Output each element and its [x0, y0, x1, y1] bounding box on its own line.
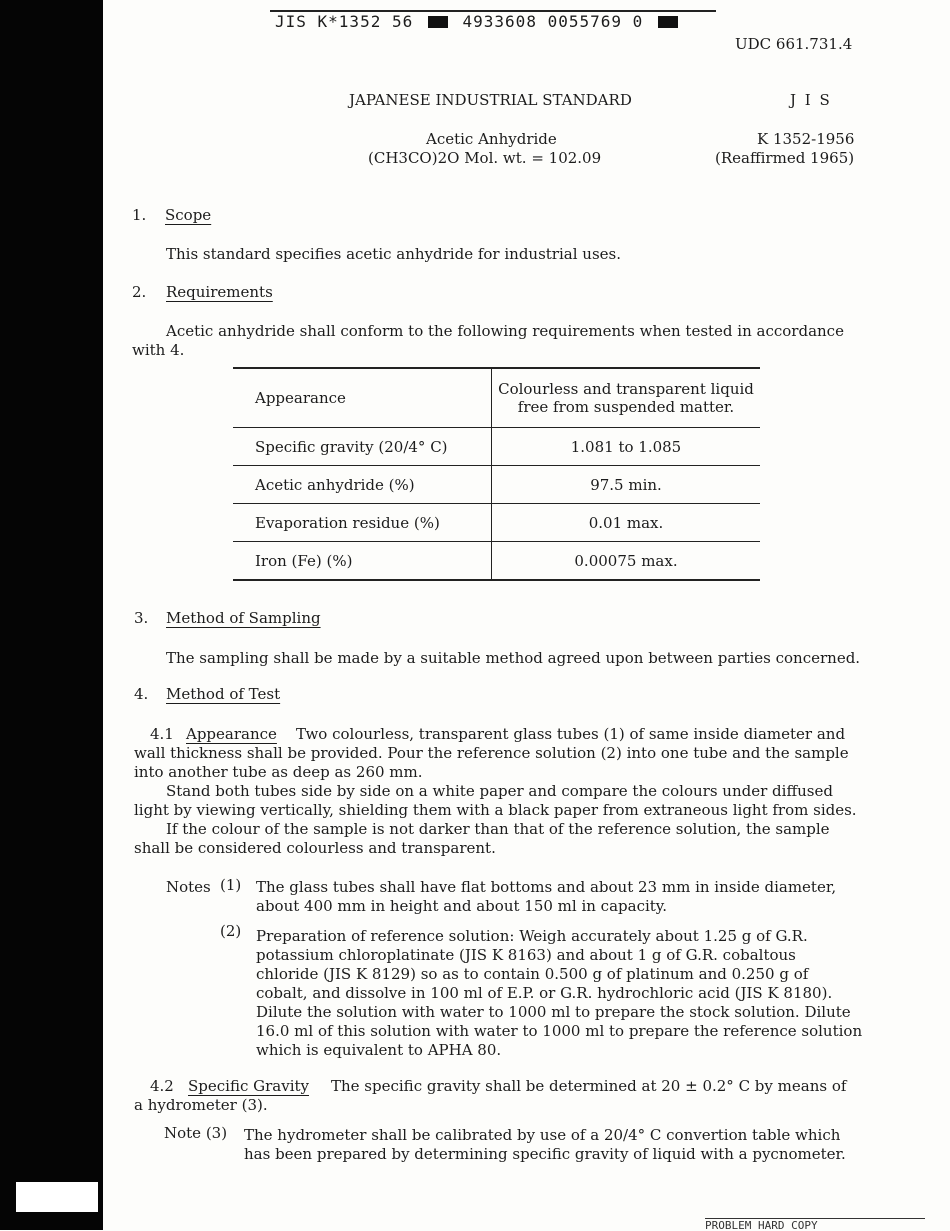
requirements-table	[233, 367, 760, 581]
document-code-line	[275, 12, 682, 31]
subject-name: Acetic Anhydride	[426, 130, 557, 148]
note-text-line: cobalt, and dissolve in 100 ml of E.P. or G.R. hydrochloric acid (JIS K 8180).	[256, 984, 833, 1002]
section-number: 1.	[132, 206, 147, 224]
note-label: Note (3)	[164, 1124, 228, 1142]
requirement-item: Acetic anhydride (%)	[233, 466, 492, 504]
note-text-line: potassium chloroplatinate (JIS K 8163) and about 1 g of G.R. cobaltous	[256, 946, 796, 964]
section-title-scope: Scope	[165, 206, 212, 224]
note-text-line: The hydrometer shall be calibrated by use of a 20/4° C convertion table which	[244, 1126, 841, 1144]
section-title-method-of-test: Method of Test	[166, 685, 281, 703]
appearance-text-line: into another tube as deep as 260 mm.	[134, 763, 423, 781]
redaction-block	[428, 16, 448, 28]
appearance-text-line: Stand both tubes side by side on a white paper and compare the colours under diffused	[166, 782, 833, 800]
requirement-value	[492, 368, 761, 428]
requirement-item: Appearance	[233, 368, 492, 428]
scope-text: This standard specifies acetic anhydride for industrial uses.	[166, 245, 621, 263]
table-row	[233, 428, 760, 466]
table-row	[233, 368, 760, 428]
reaffirmed-year: (Reaffirmed 1965)	[715, 149, 855, 167]
note-text-line: about 400 mm in height and about 150 ml in capacity.	[256, 897, 668, 915]
note-text-line: Preparation of reference solution: Weigh accurately about 1.25 g of G.R.	[256, 927, 808, 945]
standard-number: K 1352-1956	[757, 130, 855, 148]
section-number: 2.	[132, 283, 147, 301]
subsection-title-appearance: Appearance	[186, 725, 277, 743]
appearance-text-line: shall be considered colourless and transparent.	[134, 839, 496, 857]
appearance-text-line: If the colour of the sample is not darker than that of the reference solution, the sample	[166, 820, 830, 838]
copy-stamp: PROBLEM HARD COPY	[705, 1218, 925, 1231]
standard-title: JAPANESE INDUSTRIAL STANDARD	[349, 91, 632, 109]
table-row	[233, 542, 760, 581]
requirement-item: Specific gravity (20/4° C)	[233, 428, 492, 466]
scan-margin	[0, 0, 103, 1230]
appearance-text-line: wall thickness shall be provided. Pour the reference solution (2) into one tube and the sample	[134, 744, 849, 762]
note-marker: (2)	[220, 922, 242, 940]
chemical-formula: (CH3CO)2O Mol. wt. = 102.09	[368, 149, 602, 167]
requirement-value-line: Colourless and transparent liquid	[498, 380, 754, 398]
appearance-text-line: Two colourless, transparent glass tubes (1) of same inside diameter and	[296, 725, 846, 743]
note-marker: (1)	[220, 876, 242, 894]
note-text-line: has been prepared by determining specific gravity of liquid with a pycnometer.	[244, 1145, 846, 1163]
section-number: 3.	[134, 609, 149, 627]
section-title-sampling: Method of Sampling	[166, 609, 321, 627]
note-text-line: 16.0 ml of this solution with water to 1000 ml to prepare the reference solution	[256, 1022, 863, 1040]
document-code-left: JIS K*1352 56	[275, 12, 414, 31]
requirement-value: 0.01 max.	[492, 504, 761, 542]
note-text-line: Dilute the solution with water to 1000 ml to prepare the stock solution. Dilute	[256, 1003, 851, 1021]
document-code-right: 4933608 0055769 0	[462, 12, 644, 31]
redaction-block	[658, 16, 678, 28]
udc-number: UDC 661.731.4	[735, 35, 853, 53]
section-number: 4.	[134, 685, 149, 703]
requirement-value-line: free from suspended matter.	[517, 398, 735, 416]
appearance-text-line: light by viewing vertically, shielding them with a black paper from extraneous light from sides.	[134, 801, 857, 819]
requirement-value: 0.00075 max.	[492, 542, 761, 581]
requirement-item: Iron (Fe) (%)	[233, 542, 492, 581]
sampling-text: The sampling shall be made by a suitable method agreed upon between parties concerned.	[166, 649, 861, 667]
specific-gravity-text-line: The specific gravity shall be determined at 20 ± 0.2° C by means of	[331, 1077, 847, 1095]
subsection-number: 4.1	[150, 725, 174, 743]
subsection-title-specific-gravity: Specific Gravity	[188, 1077, 309, 1095]
requirement-item: Evaporation residue (%)	[233, 504, 492, 542]
note-text-line: chloride (JIS K 8129) so as to contain 0.500 g of platinum and 0.250 g of	[256, 965, 809, 983]
scan-white-block	[16, 1182, 98, 1212]
note-text-line: which is equivalent to APHA 80.	[256, 1041, 502, 1059]
requirement-value: 1.081 to 1.085	[492, 428, 761, 466]
note-text-line: The glass tubes shall have flat bottoms and about 23 mm in inside diameter,	[256, 878, 837, 896]
table-row	[233, 504, 760, 542]
requirements-text-line: Acetic anhydride shall conform to the following requirements when tested in accordance	[166, 322, 844, 340]
notes-label: Notes	[166, 878, 211, 896]
table-row	[233, 466, 760, 504]
subsection-number: 4.2	[150, 1077, 174, 1095]
requirements-text-line: with 4.	[132, 341, 185, 359]
jis-label: J I S	[790, 91, 832, 109]
section-title-requirements: Requirements	[166, 283, 273, 301]
requirement-value: 97.5 min.	[492, 466, 761, 504]
specific-gravity-text-line: a hydrometer (3).	[134, 1096, 268, 1114]
